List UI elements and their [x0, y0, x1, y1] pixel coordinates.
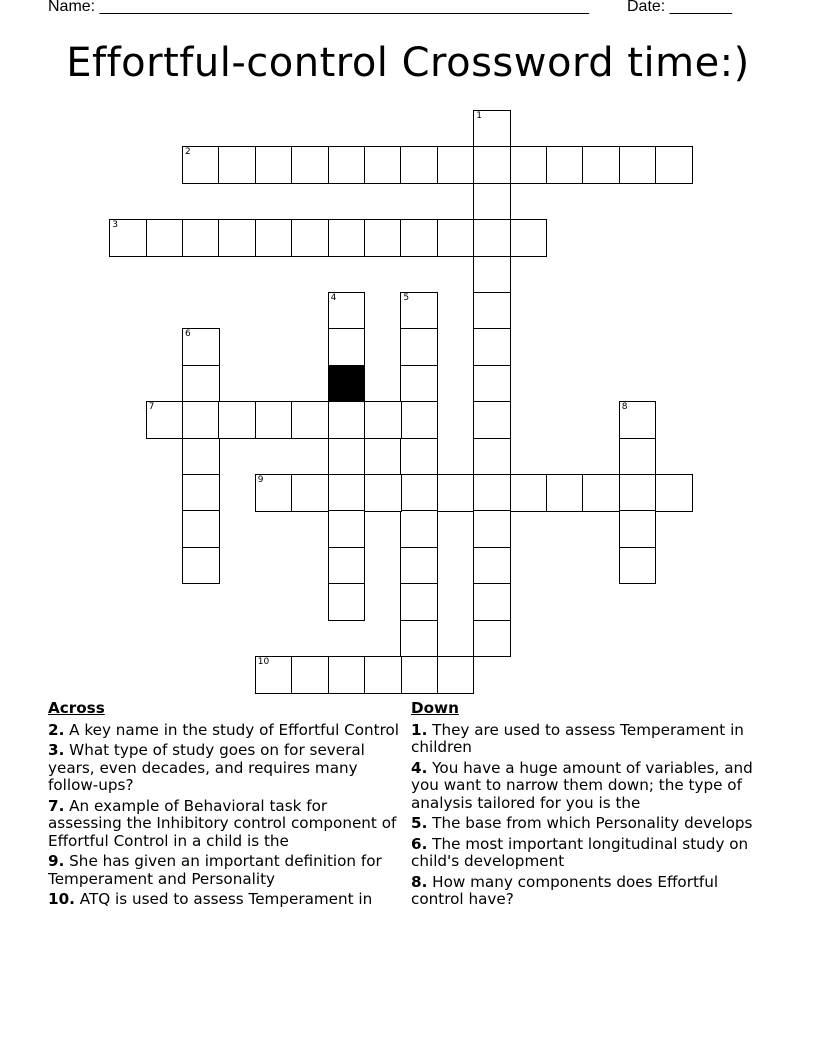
grid-cell[interactable]	[510, 219, 548, 257]
clue-number: 5	[403, 293, 410, 303]
grid-cell[interactable]	[619, 401, 657, 439]
grid-cell[interactable]	[655, 474, 693, 512]
clue-text: What type of study goes on for several years, even decades, and requires many follow-ups?	[48, 741, 365, 794]
grid-cell[interactable]	[400, 510, 438, 548]
grid-cell[interactable]	[473, 256, 511, 294]
clue-text: An example of Behavioral task for assessing the Inhibitory control component of Effortful Control in a child is the	[48, 796, 397, 850]
blocked-cell	[328, 365, 366, 403]
grid-cell[interactable]	[437, 656, 475, 694]
grid-cell[interactable]	[437, 474, 475, 512]
grid-cell[interactable]	[328, 656, 366, 694]
clue-label-number: 5.	[411, 814, 428, 832]
across-clues	[48, 700, 404, 912]
grid-cell[interactable]	[400, 656, 438, 694]
grid-cell[interactable]	[473, 110, 511, 148]
clue-number: 6	[185, 329, 191, 340]
grid-cell[interactable]	[182, 146, 220, 184]
grid-cell[interactable]	[328, 583, 366, 621]
clue-label-number: 7.	[48, 796, 65, 815]
grid-cell[interactable]	[364, 146, 402, 184]
clue-label-number: 9.	[48, 852, 65, 870]
grid-cell[interactable]	[182, 474, 220, 512]
grid-cell[interactable]	[364, 474, 402, 512]
grid-cell[interactable]	[473, 146, 511, 184]
grid-cell[interactable]	[291, 474, 329, 512]
down-clue	[411, 760, 767, 813]
grid-cell[interactable]	[328, 146, 366, 184]
grid-cell[interactable]	[582, 474, 620, 512]
grid-cell[interactable]	[182, 438, 220, 476]
grid-cell[interactable]	[582, 146, 620, 184]
clue-text: The most important longitudinal study on child's development	[411, 834, 749, 870]
grid-cell[interactable]	[400, 620, 438, 658]
grid-cell[interactable]	[109, 219, 147, 257]
grid-cell[interactable]	[364, 656, 402, 694]
grid-cell[interactable]	[182, 547, 220, 585]
grid-cell[interactable]	[400, 328, 438, 366]
grid-cell[interactable]	[328, 219, 366, 257]
grid-cell[interactable]	[400, 401, 438, 439]
grid-cell[interactable]	[473, 328, 511, 366]
down-heading: Down	[411, 699, 459, 717]
grid-cell[interactable]	[473, 401, 511, 439]
grid-cell[interactable]	[473, 365, 511, 403]
grid-cell[interactable]	[473, 620, 511, 658]
grid-cell[interactable]	[473, 583, 511, 621]
name-blank[interactable]: _______________________________________________________	[99, 0, 589, 15]
clue-number: 7	[148, 402, 155, 413]
grid-cell[interactable]	[400, 583, 438, 621]
grid-cell[interactable]	[546, 146, 584, 184]
grid-cell[interactable]	[619, 510, 657, 548]
clue-label-number: 1.	[411, 720, 428, 739]
grid-cell[interactable]	[328, 547, 366, 585]
grid-cell[interactable]	[510, 474, 548, 512]
grid-cell[interactable]	[328, 401, 366, 439]
across-clue	[48, 853, 404, 888]
grid-cell[interactable]	[291, 401, 329, 439]
grid-cell[interactable]	[218, 401, 256, 439]
clue-text: The base from which Personality develops	[432, 814, 753, 832]
across-clue-list	[48, 722, 404, 909]
grid-cell[interactable]	[473, 292, 511, 330]
date-label: Date:	[627, 0, 666, 15]
grid-cell[interactable]	[291, 219, 329, 257]
grid-cell[interactable]	[328, 474, 366, 512]
clue-label-number: 4.	[411, 758, 428, 777]
page-title: Effortful-control Crossword time:)	[66, 40, 750, 86]
grid-cell[interactable]	[400, 146, 438, 184]
down-clue	[411, 722, 767, 757]
clue-label-number: 2.	[48, 720, 65, 739]
grid-cell[interactable]	[328, 292, 366, 330]
grid-cell[interactable]	[400, 438, 438, 476]
clue-text: A key name in the study of Effortful Control	[69, 720, 400, 739]
clue-label-number: 8.	[411, 872, 428, 891]
grid-cell[interactable]	[364, 219, 402, 257]
grid-cell[interactable]	[473, 183, 511, 221]
grid-cell[interactable]	[255, 146, 293, 184]
grid-cell[interactable]	[619, 474, 657, 512]
grid-cell[interactable]	[218, 219, 256, 257]
clue-text: She has given an important definition for Temperament and Personality	[48, 852, 382, 888]
grid-cell[interactable]	[437, 146, 475, 184]
grid-cell[interactable]	[400, 292, 438, 330]
grid-cell[interactable]	[328, 328, 366, 366]
grid-cell[interactable]	[473, 474, 511, 512]
grid-cell[interactable]	[473, 219, 511, 257]
down-clue	[411, 874, 767, 909]
grid-cell[interactable]	[328, 510, 366, 548]
down-clue-list	[411, 722, 767, 909]
down-clue	[411, 836, 767, 871]
grid-cell[interactable]	[400, 474, 438, 512]
clue-text: How many components does Effortful control have?	[411, 872, 719, 908]
across-clue	[48, 798, 404, 851]
grid-cell[interactable]	[146, 219, 184, 257]
grid-cell[interactable]	[218, 146, 256, 184]
grid-cell[interactable]	[146, 401, 184, 439]
grid-cell[interactable]	[546, 474, 584, 512]
clue-number: 8	[621, 402, 628, 413]
clue-number: 2	[185, 147, 191, 158]
grid-cell[interactable]	[182, 510, 220, 548]
grid-cell[interactable]	[619, 547, 657, 585]
grid-cell[interactable]	[437, 219, 475, 257]
clue-label-number: 6.	[411, 834, 428, 853]
grid-cell[interactable]	[255, 474, 293, 512]
grid-cell[interactable]	[255, 219, 293, 257]
clue-label-number: 10.	[48, 890, 75, 908]
down-clues	[411, 700, 767, 912]
grid-cell[interactable]	[473, 438, 511, 476]
grid-cell[interactable]	[182, 219, 220, 257]
clue-number: 9	[257, 475, 264, 485]
name-label: Name:	[48, 0, 96, 15]
grid-cell[interactable]	[182, 365, 220, 403]
grid-cell[interactable]	[400, 547, 438, 585]
clue-number: 3	[112, 220, 118, 231]
clue-number: 4	[330, 293, 337, 303]
clue-text: You have a huge amount of variables, and you want to narrow them down; the type of analysis tailored for you is the	[411, 758, 753, 812]
grid-cell[interactable]	[400, 219, 438, 257]
grid-cell[interactable]	[510, 146, 548, 184]
grid-cell[interactable]	[291, 146, 329, 184]
clue-number: 10	[257, 657, 270, 667]
across-clue	[48, 722, 404, 740]
grid-cell[interactable]	[619, 146, 657, 184]
clue-label-number: 3.	[48, 741, 65, 759]
across-clue	[48, 742, 404, 795]
grid-cell[interactable]	[255, 401, 293, 439]
grid-cell[interactable]	[473, 510, 511, 548]
grid-cell[interactable]	[364, 401, 402, 439]
grid-cell[interactable]	[400, 365, 438, 403]
grid-cell[interactable]	[655, 146, 693, 184]
clue-number: 1	[476, 111, 482, 121]
clue-text: They are used to assess Temperament in children	[411, 720, 744, 756]
down-clue	[411, 815, 767, 833]
across-heading: Across	[48, 699, 105, 717]
grid-cell[interactable]	[619, 438, 657, 476]
grid-cell[interactable]	[182, 401, 220, 439]
date-blank[interactable]: _______	[669, 0, 732, 15]
grid-cell[interactable]	[328, 438, 366, 476]
across-clue	[48, 891, 404, 909]
grid-cell[interactable]	[291, 656, 329, 694]
grid-cell[interactable]	[473, 547, 511, 585]
clue-text: ATQ is used to assess Temperament in	[79, 890, 373, 908]
grid-cell[interactable]	[182, 328, 220, 366]
grid-cell[interactable]	[255, 656, 293, 694]
